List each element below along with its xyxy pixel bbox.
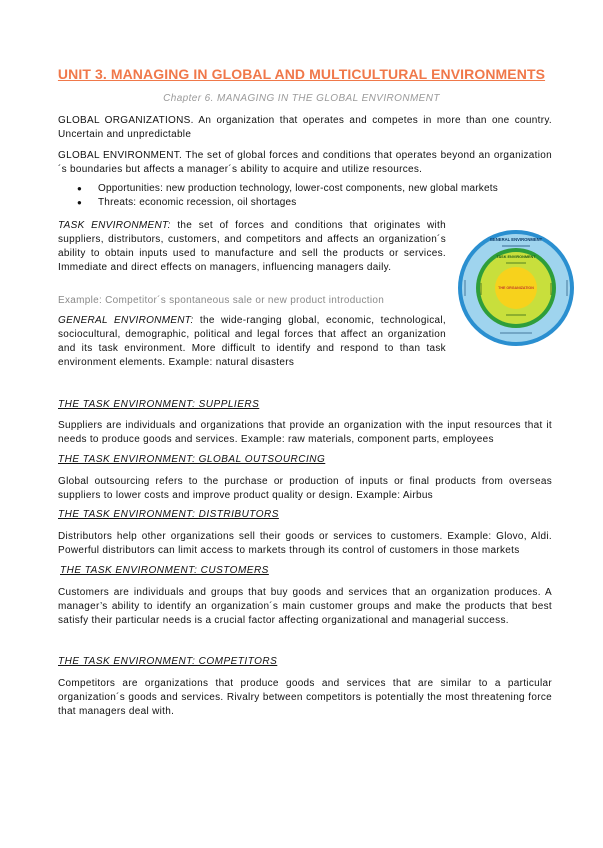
general-environment-label: GENERAL ENVIRONMENT: — [58, 315, 194, 326]
global-organizations-paragraph: GLOBAL ORGANIZATIONS. An organization that operates and competes in more than one country. Uncertain and unpredictable — [58, 115, 552, 140]
diagram-detail-line — [500, 332, 532, 334]
section-text-customers: Customers are individuals and groups that buy goods and services that an organization produces. A manager’s ability to identify an organization´s main customer groups and make the products that best satisfy their particular needs is a crucial factor affecting organizational and managerial success. — [58, 587, 552, 626]
diagram-detail-line — [506, 262, 526, 264]
diagram-detail-line — [566, 280, 568, 296]
diagram-detail-line — [550, 283, 552, 295]
general-environment-text: the wide-ranging global, economic, technological, sociocultural, demographic, political and legal forces that affect an organization and its task environment. More difficult to identify and respond to than task environment elements. Example: natural disasters — [58, 315, 446, 368]
environment-diagram — [456, 228, 576, 348]
section-text-distributors: Distributors help other organizations sell their goods or services to customers. Example: Glovo, Aldi. Powerful distributors can limit access to markets through its control of customers in those markets — [58, 531, 552, 556]
section-heading-customers: THE TASK ENVIRONMENT: CUSTOMERS — [60, 565, 269, 576]
section-text-competitors: Competitors are organizations that produce goods and services that are similar to a particular organization´s goods and services. Rivalry between competitors is potentially the most threatening force that managers deal with. — [58, 678, 552, 717]
global-environment-paragraph: GLOBAL ENVIRONMENT. The set of global forces and conditions that operates beyond an organization´s boundaries but affects a manager´s ability to acquire and utilize resources. — [58, 150, 552, 175]
bullet-opportunities: ● Opportunities: new production technology, lower-cost components, new global markets — [58, 182, 552, 196]
chapter-subtitle: Chapter 6. MANAGING IN THE GLOBAL ENVIRONMENT — [163, 93, 440, 104]
task-environment-paragraph — [58, 219, 446, 275]
diagram-detail-line — [502, 245, 530, 247]
general-environment-paragraph — [58, 314, 446, 370]
page-title: UNIT 3. MANAGING IN GLOBAL AND MULTICULTURAL ENVIRONMENTS — [57, 66, 546, 82]
diagram-detail-line — [464, 280, 466, 296]
task-environment-label: TASK ENVIRONMENT: — [58, 220, 171, 231]
task-environment-example: Example: Competitor´s spontaneous sale or new product introduction — [58, 295, 385, 306]
section-heading-global-outsourcing: THE TASK ENVIRONMENT: GLOBAL OUTSOURCING — [58, 454, 326, 465]
general-environment-label: GENERAL ENVIRONMENT — [489, 237, 543, 242]
organization-label: THE ORGANIZATION — [498, 286, 534, 290]
task-environment-text: the set of forces and conditions that originates with suppliers, distributors, customers, and competitors and affects an organization´s ability to obtain inputs used to manufacture and sell the products or services. Immediate and direct effects on managers, influencing managers daily. — [58, 220, 446, 273]
section-text-global-outsourcing: Global outsourcing refers to the purchase or production of inputs or final products from overseas suppliers to lower costs and improve product quality or design. Example: Airbus — [58, 476, 552, 501]
section-text-suppliers: Suppliers are individuals and organizations that provide an organization with the input resources that it needs to produce goods and services. Example: raw materials, component parts, employees — [58, 420, 552, 445]
task-environment-diagram-label: TASK ENVIRONMENT — [496, 255, 536, 259]
section-heading-competitors: THE TASK ENVIRONMENT: COMPETITORS — [58, 656, 278, 667]
bullet-threats: ● Threats: economic recession, oil shortages — [58, 196, 552, 210]
opportunities-threats-list — [58, 182, 552, 210]
diagram-detail-line — [506, 314, 526, 316]
section-heading-distributors: THE TASK ENVIRONMENT: DISTRIBUTORS — [58, 509, 279, 520]
diagram-detail-line — [480, 283, 482, 295]
section-heading-suppliers: THE TASK ENVIRONMENT: SUPPLIERS — [58, 399, 260, 410]
